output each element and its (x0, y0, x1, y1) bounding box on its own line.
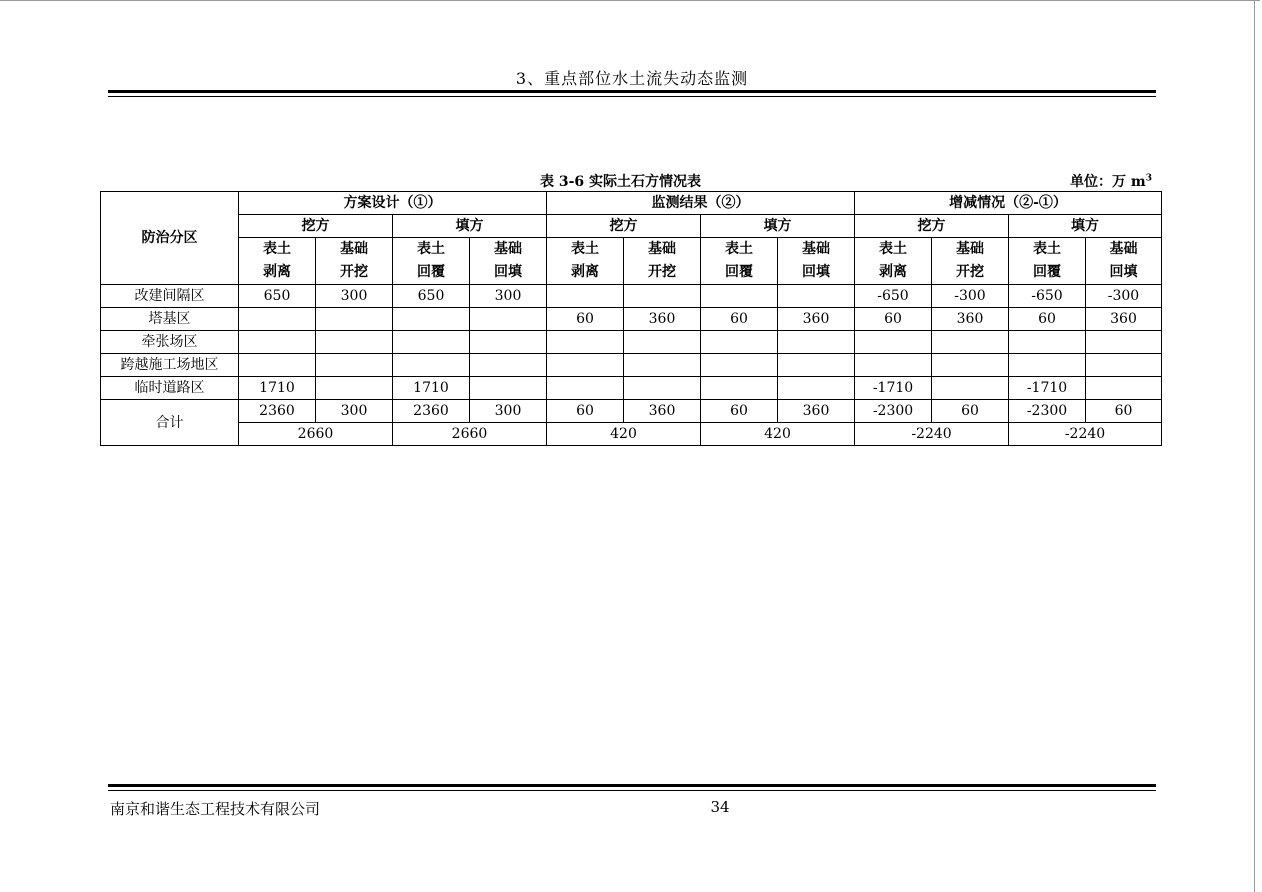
value-cell (470, 377, 547, 400)
column-header-line2: 回填 (1109, 264, 1138, 280)
value-cell (701, 285, 778, 308)
value-cell (239, 331, 316, 354)
column-header (624, 238, 701, 285)
footer-page-number: 34 (710, 798, 730, 816)
subgroup-header: 填方 (393, 215, 547, 238)
value-cell (624, 285, 701, 308)
column-header (1009, 238, 1086, 285)
subtotal-cell: -2240 (1009, 423, 1162, 446)
total-value-cell: -2300 (1009, 400, 1086, 423)
table-row (101, 285, 1162, 308)
region-name-cell: 跨越施工场地区 (101, 354, 239, 377)
subtotal-row (101, 423, 1162, 446)
total-value-cell: 300 (470, 400, 547, 423)
column-header (239, 238, 316, 285)
footer-company: 南京和谐生态工程技术有限公司 (110, 800, 321, 818)
value-cell (393, 331, 470, 354)
value-cell (701, 354, 778, 377)
subtotal-cell: 2660 (239, 423, 393, 446)
column-header-line2: 剥离 (879, 264, 907, 280)
value-cell (547, 377, 624, 400)
total-value-cell: 360 (778, 400, 855, 423)
value-cell (316, 331, 393, 354)
value-cell: 60 (1009, 308, 1086, 331)
unit-superscript: 3 (1145, 173, 1152, 184)
column-header (470, 238, 547, 285)
value-cell (547, 354, 624, 377)
value-cell (239, 308, 316, 331)
value-cell: -300 (932, 285, 1009, 308)
column-header-line2: 开挖 (648, 264, 676, 280)
value-cell: 360 (778, 308, 855, 331)
value-cell: 360 (932, 308, 1009, 331)
region-name-cell: 塔基区 (101, 308, 239, 331)
region-header: 防治分区 (101, 192, 239, 285)
column-header (1086, 238, 1162, 285)
value-cell (624, 354, 701, 377)
value-cell: 650 (239, 285, 316, 308)
column-header-line1: 基础 (802, 241, 830, 257)
total-value-cell: 60 (547, 400, 624, 423)
total-value-cell: 60 (932, 400, 1009, 423)
subgroup-header: 挖方 (855, 215, 1009, 238)
column-header-line1: 基础 (648, 241, 676, 257)
value-cell (1009, 331, 1086, 354)
group-header: 监测结果（②） (547, 192, 855, 215)
value-cell (1086, 331, 1162, 354)
table-row (101, 331, 1162, 354)
unit-label: 单位：万 m (1070, 174, 1146, 190)
column-header-line1: 表土 (571, 241, 599, 257)
value-cell (932, 354, 1009, 377)
value-cell: 360 (1086, 308, 1162, 331)
column-header-line1: 基础 (494, 241, 522, 257)
page-border-top (0, 0, 1260, 1)
value-cell (855, 354, 932, 377)
subtotal-cell: 2660 (393, 423, 547, 446)
column-header (547, 238, 624, 285)
value-cell: -650 (855, 285, 932, 308)
subtotal-cell: 420 (701, 423, 855, 446)
column-header-line1: 基础 (340, 241, 368, 257)
page-border-right (1254, 0, 1255, 892)
total-value-cell: 2360 (393, 400, 470, 423)
page-header-title: 3、重点部位水土流失动态监测 (515, 69, 749, 88)
column-header-line1: 基础 (1109, 241, 1138, 257)
earthwork-table (100, 191, 1162, 446)
value-cell (1086, 377, 1162, 400)
value-cell (624, 331, 701, 354)
value-cell (470, 354, 547, 377)
header-rule-thick (108, 90, 1156, 93)
column-header-line2: 剥离 (263, 264, 291, 280)
value-cell: 1710 (239, 377, 316, 400)
column-header-line1: 表土 (725, 241, 753, 257)
group-header-row (101, 192, 1162, 215)
subtotal-cell: 420 (547, 423, 701, 446)
value-cell (239, 354, 316, 377)
value-cell (932, 377, 1009, 400)
value-cell (547, 331, 624, 354)
value-cell (778, 331, 855, 354)
value-cell: 300 (316, 285, 393, 308)
column-header-line1: 表土 (879, 241, 907, 257)
value-cell (778, 354, 855, 377)
value-cell (932, 331, 1009, 354)
column-header-row (101, 238, 1162, 285)
table-caption: 表 3-6 实际土石方情况表 (540, 174, 702, 190)
total-value-cell: 2360 (239, 400, 316, 423)
column-header-line2: 开挖 (340, 264, 368, 280)
column-header-line2: 回填 (494, 264, 522, 280)
total-value-cell: 300 (316, 400, 393, 423)
column-header-line2: 回填 (802, 264, 830, 280)
value-cell (316, 308, 393, 331)
column-header-line2: 回覆 (725, 264, 753, 280)
value-cell (855, 331, 932, 354)
value-cell (778, 377, 855, 400)
header-rule-thin (108, 96, 1156, 97)
column-header-line2: 回覆 (1033, 264, 1061, 280)
group-header: 增减情况（②-①） (855, 192, 1162, 215)
value-cell: 1710 (393, 377, 470, 400)
column-header (778, 238, 855, 285)
column-header-line2: 回覆 (417, 264, 445, 280)
subgroup-header: 填方 (1009, 215, 1162, 238)
value-cell (316, 377, 393, 400)
footer-rule-thin (108, 790, 1156, 791)
subtotal-cell: -2240 (855, 423, 1009, 446)
value-cell (1009, 354, 1086, 377)
value-cell (624, 377, 701, 400)
table-row (101, 354, 1162, 377)
total-label-cell: 合计 (101, 400, 239, 446)
subgroup-header-row (101, 215, 1162, 238)
value-cell: -1710 (855, 377, 932, 400)
group-header: 方案设计（①） (239, 192, 547, 215)
value-cell: 300 (470, 285, 547, 308)
total-value-cell: 60 (701, 400, 778, 423)
value-cell (701, 377, 778, 400)
value-cell (778, 285, 855, 308)
table-row (101, 377, 1162, 400)
column-header-line2: 剥离 (571, 264, 599, 280)
table-unit (1070, 171, 1152, 191)
column-header (393, 238, 470, 285)
footer-rule-thick (108, 784, 1156, 787)
value-cell (701, 331, 778, 354)
value-cell: 360 (624, 308, 701, 331)
value-cell: -650 (1009, 285, 1086, 308)
column-header-line1: 基础 (956, 241, 984, 257)
column-header-line1: 表土 (417, 241, 445, 257)
value-cell (1086, 354, 1162, 377)
column-header-line2: 开挖 (956, 264, 984, 280)
value-cell: -1710 (1009, 377, 1086, 400)
value-cell (393, 308, 470, 331)
table-row (101, 308, 1162, 331)
value-cell (316, 354, 393, 377)
total-value-cell: -2300 (855, 400, 932, 423)
region-name-cell: 临时道路区 (101, 377, 239, 400)
column-header (701, 238, 778, 285)
subgroup-header: 挖方 (239, 215, 393, 238)
region-name-cell: 牵张场区 (101, 331, 239, 354)
column-header-line1: 表土 (1033, 241, 1061, 257)
value-cell: 60 (855, 308, 932, 331)
value-cell: 60 (547, 308, 624, 331)
value-cell: 60 (701, 308, 778, 331)
column-header (932, 238, 1009, 285)
column-header-line1: 表土 (263, 241, 291, 257)
column-header (855, 238, 932, 285)
subgroup-header: 填方 (701, 215, 855, 238)
subgroup-header: 挖方 (547, 215, 701, 238)
value-cell (470, 331, 547, 354)
value-cell (547, 285, 624, 308)
value-cell (393, 354, 470, 377)
value-cell: -300 (1086, 285, 1162, 308)
region-name-cell: 改建间隔区 (101, 285, 239, 308)
total-value-cell: 360 (624, 400, 701, 423)
total-row (101, 400, 1162, 423)
value-cell (470, 308, 547, 331)
column-header (316, 238, 393, 285)
value-cell: 650 (393, 285, 470, 308)
total-value-cell: 60 (1086, 400, 1162, 423)
